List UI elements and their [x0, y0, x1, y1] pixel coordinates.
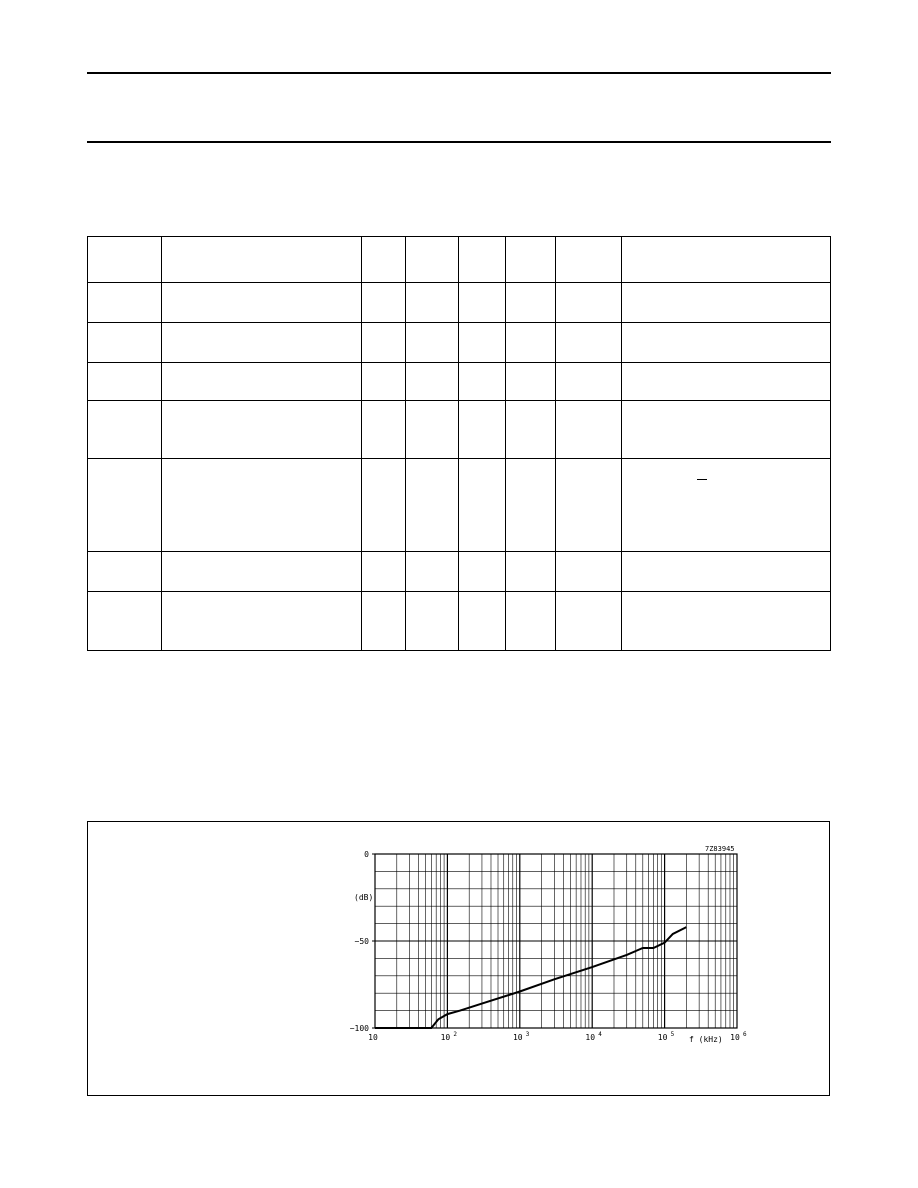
chart-grid [375, 854, 737, 1028]
x-tick-label: 10 [585, 1033, 596, 1042]
overbar-mark [697, 479, 707, 480]
figure-frame [87, 821, 830, 1096]
y-tick-label: 0 [364, 850, 369, 859]
header-rule-top [87, 72, 831, 74]
characteristics-table [87, 236, 831, 651]
x-tick-exponent: 6 [743, 1031, 747, 1038]
attenuation-chart [88, 822, 829, 1095]
table-row [88, 552, 831, 592]
x-tick-label: 10 [440, 1033, 451, 1042]
y-tick-label: −50 [354, 937, 369, 946]
x-axis-label: f (kHz) [689, 1035, 723, 1044]
x-tick-exponent: 2 [453, 1031, 458, 1038]
x-tick-exponent: 5 [670, 1031, 675, 1038]
table-row [88, 592, 831, 651]
x-tick-label: 10 [730, 1033, 740, 1042]
x-tick-label: 10 [512, 1033, 523, 1042]
x-tick-label: 10 [368, 1033, 378, 1042]
table-row [88, 237, 831, 283]
table-row [88, 283, 831, 323]
y-tick-label: −100 [349, 1024, 369, 1033]
y-axis-unit: (dB) [354, 893, 374, 902]
x-tick-exponent: 3 [525, 1031, 530, 1038]
table-row [88, 363, 831, 401]
table-row [88, 323, 831, 363]
x-tick-exponent: 4 [598, 1031, 602, 1038]
table-row [88, 459, 831, 552]
table-row [88, 401, 831, 459]
x-tick-label: 10 [657, 1033, 668, 1042]
header-rule-bottom [87, 141, 831, 143]
figure-code: 7Z83945 [705, 845, 735, 853]
series-line [375, 927, 686, 1028]
